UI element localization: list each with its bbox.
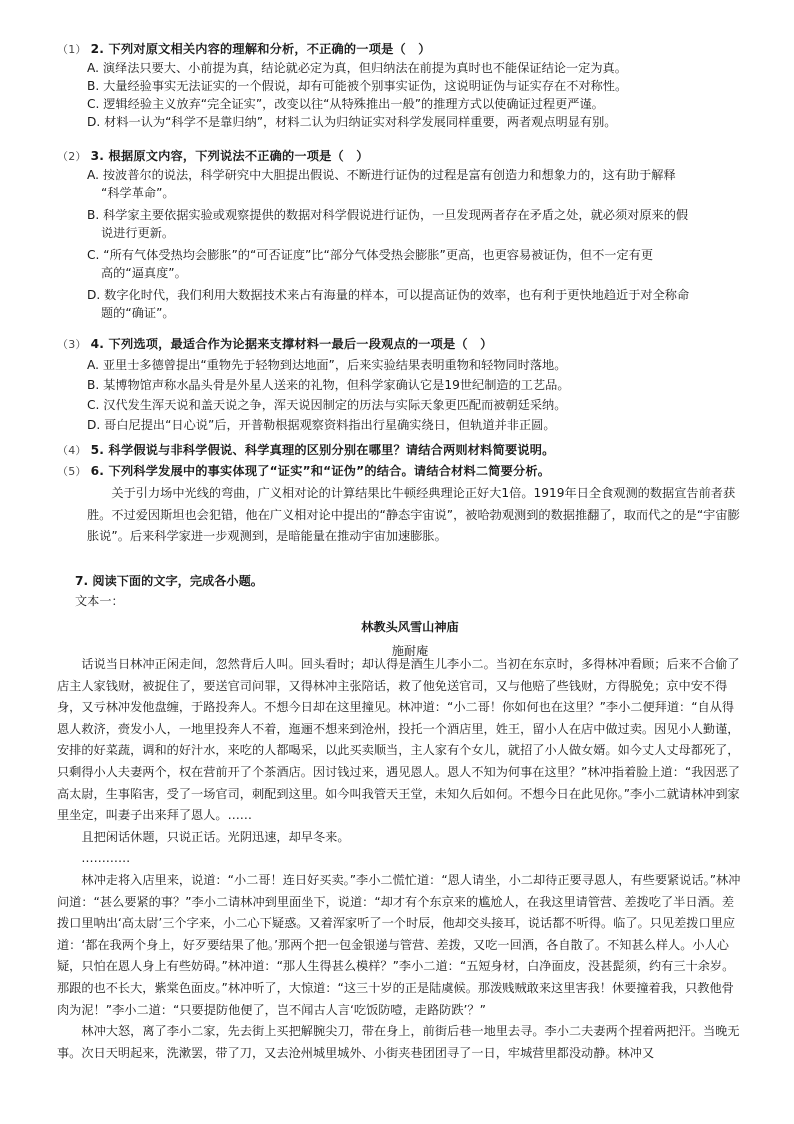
question-index: （2） xyxy=(57,150,87,163)
question-6-block xyxy=(57,462,742,548)
question-stem: 2. 下列对原文相关内容的理解和分析，不正确的一项是（ ） xyxy=(90,42,431,56)
section-heading: 7. 阅读下面的文字，完成各小题。 xyxy=(75,574,263,588)
option-d: D. 哥白尼提出“日心说”后，开普勒根据观察资料指出行星确实绕日，但轨道并非正圆。 xyxy=(87,418,556,432)
passage-paragraph: 话说当日林冲正闲走间，忽然背后人叫。回头看时；却认得是酒生儿李小二。当初在东京时，多得林冲看顾；后来不合偷了店主人家钱财，被捉住了，要送官司问罪，又得林冲主张陪话，救了他免送官司，又与他赔了些钱财，方得脱免；京中安不得身，又亏林冲发他盘缠，于路投奔人。不想今日却在这里撞见。林冲道：“小二哥！你如何也在这里？”李小二便拜道：“自从得恩人救济，赍发小人，一地里投奔人不着，迤逦不想来到沧州，投托一个酒店里，姓王，留小人在店中做过卖。因见小人勤谨，安排的好菜蔬，调和的好汁水，来吃的人都喝采，以此买卖顺当，主人家有个女儿，就招了小人做女婿。如今丈人丈母都死了，只剩得小人夫妻两个，权在营前开了个茶酒店。因讨钱过来，遇见恩人。恩人不知为何事在这里？”林冲指着脸上道：“我因恶了高太尉，生事陷害，受了一场官司，刺配到这里。如今叫我管天王堂，未知久后如何。不想今日在此见你。”李小二就请林冲到家里坐定，叫妻子出来拜了恩人。…… xyxy=(57,657,740,823)
option-b: B. 科学家主要依据实验或观察提供的数据对科学假说进行证伪，一旦发现两者存在矛盾之处，就必须对原来的假 说进行更新。 xyxy=(87,208,689,240)
passage-paragraph: ………… xyxy=(81,851,131,866)
question-index: （1） xyxy=(57,43,87,56)
question-stem: 5. 科学假说与非科学假说、科学真理的区别分别在哪里？请结合两则材料简要说明。 xyxy=(90,443,555,457)
passage-author: 施耐庵 xyxy=(391,644,429,658)
material-passage: 关于引力场中光线的弯曲，广义相对论的计算结果比牛顿经典理论正好大1倍。1919年日全食观测的数据宣告前者获胜。不过爱因斯坦也会犯错，他在广义相对论中提出的“静态宇宙说”，被哈勃观测到的数据推翻了，取而代之的是“宇宙膨胀说”。后来科学家进一步观测到，是暗能量在推动宇宙加速膨胀。 xyxy=(87,486,740,544)
passage-title: 林教头风雪山神庙 xyxy=(361,620,459,634)
question-5-block xyxy=(57,441,742,460)
option-a: A. 亚里士多德曾提出“重物先于轻物到达地面”，后来实验结果表明重物和轻物同时落地。 xyxy=(87,358,567,372)
question-2-block xyxy=(57,40,742,131)
question-4-block xyxy=(57,335,742,434)
passage-paragraph: 且把闲话休题，只说正话。光阴迅速，却早冬来。 xyxy=(81,829,350,844)
option-b: B. 某博物馆声称水晶头骨是外星人送来的礼物，但科学家确认它是19世纪制造的工艺品。 xyxy=(87,378,570,392)
question-index: （4） xyxy=(57,444,87,457)
question-stem: 6. 下列科学发展中的事实体现了“证实”和“证伪”的结合。请结合材料二简要分析。 xyxy=(90,464,551,478)
passage-paragraph: 林冲走将入店里来，说道：“小二哥！连日好买卖。”李小二慌忙道：“恩人请坐，小二却待正要寻恩人，有些要紧说话。”林冲问道：“甚么要紧的事？”李小二请林冲到里面坐下，说道：“却才有个东京来的尴尬人，在我这里请管营、差拨吃了半日酒。差拨口里呐出‘高太尉’三个字来，小二心下疑惑。又着浑家听了一个时辰，他却交头接耳，说话都不听得。临了。只见差拨口里应道：‘都在我两个身上，好歹要结果了他。’那两个把一包金银递与管营、差拨，又吃一回酒，各自散了。不知甚么样人。小人心疑，只怕在恩人身上有些妨碍。”林冲道：“那人生得甚么模样？”李小二道：“五短身材，白净面皮，没甚髭须，约有三十余岁。那跟的也不长大，紫棠色面皮。”林冲听了，大惊道：“这三十岁的正是陆虞候。那泼贱贼敢来这里害我！休要撞着我，只教他骨肉为泥！”李小二道：“只要提防他便了，岂不闻古人言‘吃饭防噎，走路防跌’？” xyxy=(57,872,741,1017)
question-index: （5） xyxy=(57,465,87,478)
question-3-block xyxy=(57,147,742,322)
option-a: A. 演绎法只要大、小前提为真，结论就必定为真，但归纳法在前提为真时也不能保证结论一定为真。 xyxy=(87,61,627,75)
option-c: C. 逻辑经验主义放弃“完全证实”，改变以往“从特殊推出一般”的推理方式以使确证过程更严谨。 xyxy=(87,97,604,111)
question-index: （3） xyxy=(57,338,87,351)
text-label: 文本一： xyxy=(75,594,124,608)
option-c: C. “所有气体受热均会膨胀”的“可否证度”比“部分气体受热会膨胀”更高，也更容易被证伪，但不一定有更 高的“逼真度”。 xyxy=(87,248,654,280)
question-stem: 3. 根据原文内容，下列说法不正确的一项是（ ） xyxy=(90,149,369,163)
option-d: D. 材料一认为“科学不是靠归纳”，材料二认为归纳证实对科学发展同样重要，两者观点明显有别。 xyxy=(87,115,617,129)
passage-body xyxy=(57,654,743,1064)
option-c: C. 汉代发生浑天说和盖天说之争，浑天说因制定的历法与实际天象更匹配而被朝廷采纳。 xyxy=(87,398,567,412)
question-7-header xyxy=(75,572,745,664)
option-a: A. 按波普尔的说法，科学研究中大胆提出假说、不断进行证伪的过程是富有创造力和想象力的，这有助于解释 “科学革命”。 xyxy=(87,168,676,200)
passage-paragraph: 林冲大怒，离了李小二家，先去街上买把解腕尖刀，带在身上，前街后巷一地里去寻。李小二夫妻两个捏着两把汗。当晚无事。次日天明起来，洗漱罢，带了刀，又去沧州城里城外、小街夹巷团团寻了一日，牢城营里都没动静。林冲又 xyxy=(57,1024,740,1060)
option-d: D. 数字化时代，我们利用大数据技术来占有海量的样本，可以提高证伪的效率，也有利于更快地趋近于对全称命 题的“确证”。 xyxy=(87,288,690,320)
question-stem: 4. 下列选项，最适合作为论据来支撑材料一最后一段观点的一项是（ ） xyxy=(90,337,493,351)
option-b: B. 大量经验事实无法证实的一个假说，却有可能被个别事实证伪，这说明证伪与证实存在不对称性。 xyxy=(87,79,628,93)
